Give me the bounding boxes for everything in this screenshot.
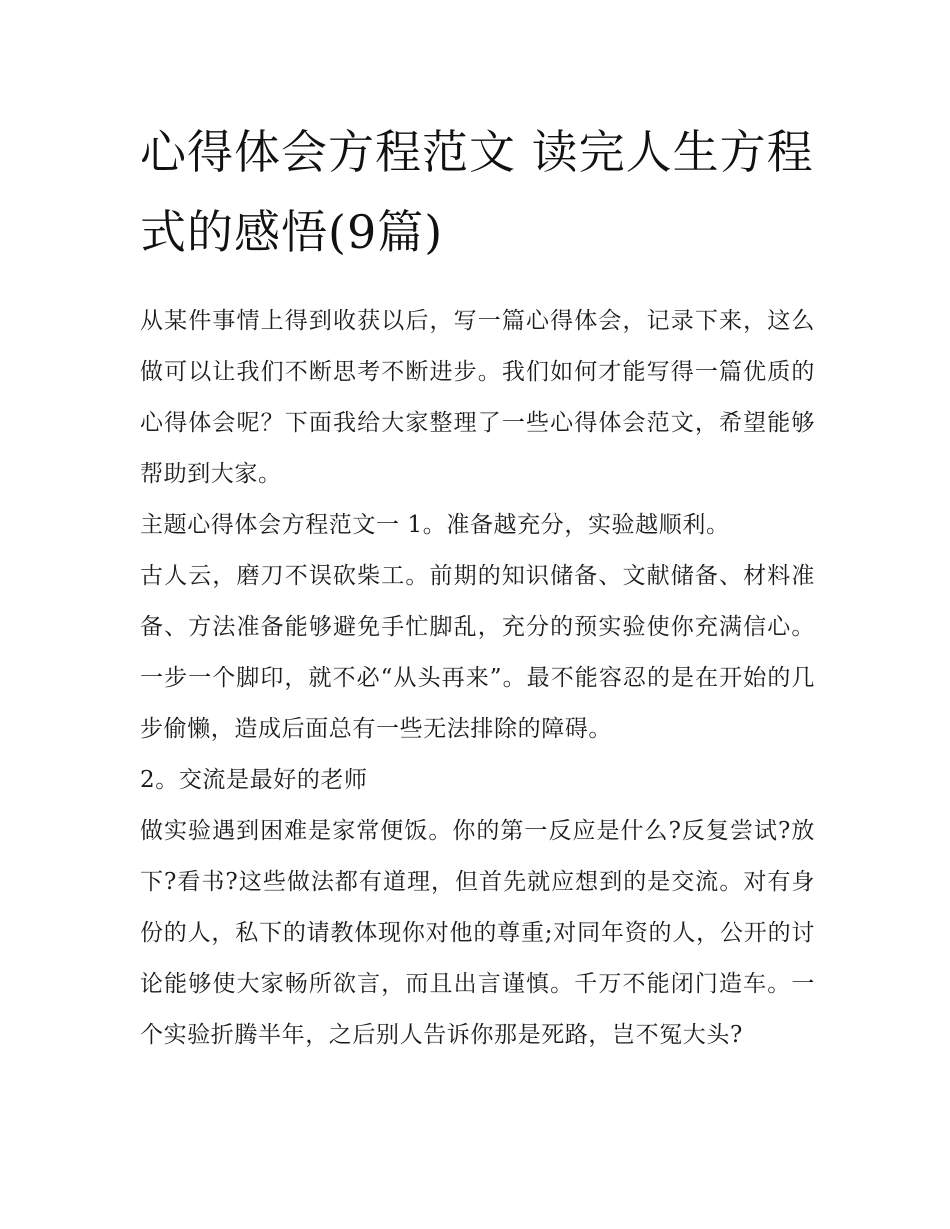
section-heading-1: 主题心得体会方程范文一 1。准备越充分，实验越顺利。 xyxy=(140,512,730,538)
document-body xyxy=(140,112,815,1061)
intro-paragraph: 从某件事情上得到收获以后，写一篇心得体会，记录下来，这么做可以让我们不断思考不断进步。我们如何才能写得一篇优质的心得体会呢？下面我给大家整理了一些心得体会范文，希望能够帮助到大家。 xyxy=(140,308,815,487)
document-title: 心得体会方程范文 读完人生方程式的感悟(9篇) xyxy=(140,125,814,259)
section-heading-2: 2。交流是最好的老师 xyxy=(140,767,368,793)
body-paragraph-2: 做实验遇到困难是家常便饭。你的第一反应是什么?反复尝试?放下?看书?这些做法都有道理，但首先就应想到的是交流。对有身份的人，私下的请教体现你对他的尊重;对同年资的人，公开的讨论能够使大家畅所欲言，而且出言谨慎。千万不能闭门造车。一个实验折腾半年，之后别人告诉你那是死路，岂不冤大头? xyxy=(140,818,815,1048)
body-paragraph-1: 古人云，磨刀不误砍柴工。前期的知识储备、文献储备、材料准备、方法准备能够避免手忙脚乱，充分的预实验使你充满信心。一步一个脚印，就不必“从头再来”。最不能容忍的是在开始的几步偷懒，造成后面总有一些无法排除的障碍。 xyxy=(140,563,815,742)
